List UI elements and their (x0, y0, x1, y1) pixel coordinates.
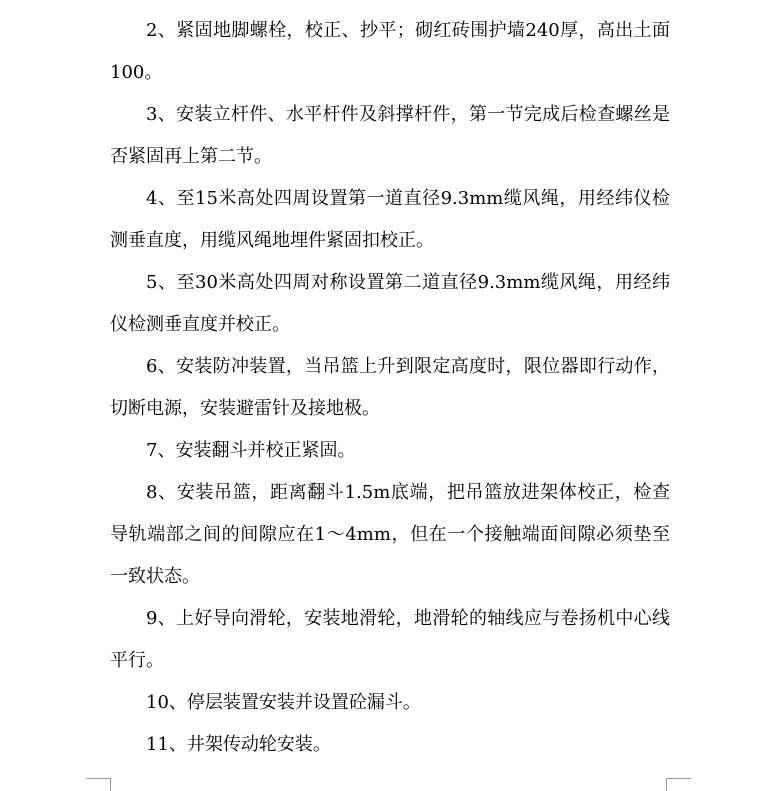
paragraph-step-7: 7、安装翻斗并校正紧固。 (146, 440, 356, 461)
paragraph-step-4: 4、至15米高处四周设置第一道直径9.3mm缆风绳，用经纬仪检测垂直度，用缆风绳地埋件紧固扣校正。 (110, 188, 670, 251)
paragraph-step-2: 2、紧固地脚螺栓，校正、抄平；砌红砖围护墙240厚，高出土面100。 (110, 20, 670, 83)
margin-corner-mark-right (666, 778, 691, 791)
paragraph-step-10: 10、停层装置安装并设置砼漏斗。 (146, 692, 421, 713)
paragraph-step-11: 11、井架传动轮安装。 (146, 734, 331, 755)
paragraph-step-5: 5、至30米高处四周对称设置第二道直径9.3mm缆风绳，用经纬仪检测垂直度并校正。 (110, 272, 670, 335)
margin-corner-mark-left (86, 778, 111, 791)
paragraph-step-3: 3、安装立杆件、水平杆件及斜撑杆件，第一节完成后检查螺丝是否紧固再上第二节。 (110, 104, 670, 167)
document-body (110, 10, 670, 766)
paragraph-step-9: 9、上好导向滑轮，安装地滑轮，地滑轮的轴线应与卷扬机中心线平行。 (110, 608, 670, 671)
paragraph-step-6: 6、安装防冲装置，当吊篮上升到限定高度时，限位器即行动作，切断电源，安装避雷针及接地极。 (110, 356, 670, 419)
paragraph-step-8: 8、安装吊篮，距离翻斗1.5m底端，把吊篮放进架体校正，检查导轨端部之间的间隙应在1～4mm，但在一个接触端面间隙必须垫至一致状态。 (110, 482, 670, 587)
